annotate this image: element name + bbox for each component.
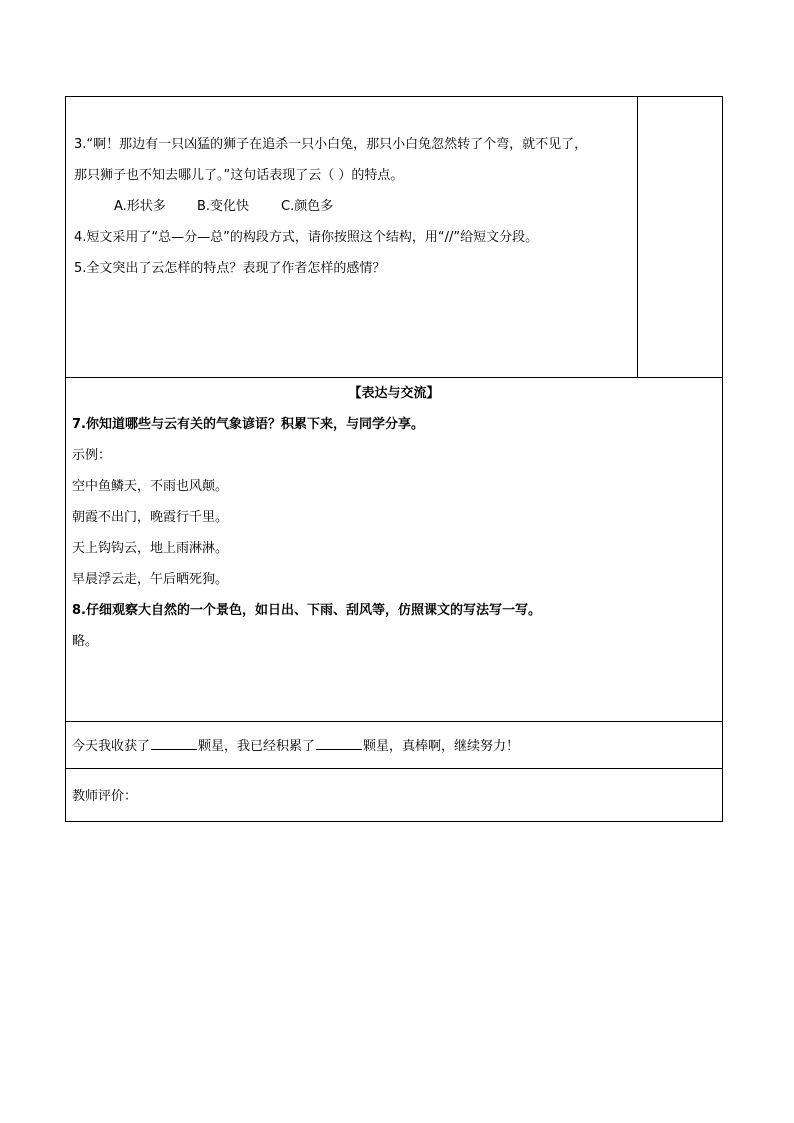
stars-total-blank[interactable] bbox=[316, 737, 362, 750]
worksheet-table bbox=[65, 96, 723, 822]
expression-row bbox=[66, 378, 722, 722]
proverb-4: 早晨浮云走，午后晒死狗。 bbox=[72, 572, 229, 587]
question-3-option-c: C.颜色多 bbox=[281, 199, 334, 214]
stars-row bbox=[66, 722, 722, 769]
question-7: 7.你知道哪些与云有关的气象谚语？积累下来，与同学分享。 bbox=[72, 417, 424, 432]
proverb-3: 天上钩钩云，地上雨淋淋。 bbox=[72, 541, 229, 556]
stars-earned-blank[interactable] bbox=[151, 737, 197, 750]
teacher-evaluation-label: 教师评价： bbox=[72, 789, 138, 804]
question-3-line-2: 那只狮子也不知去哪儿了。”这句话表现了云（ ）的特点。 bbox=[74, 168, 404, 183]
reading-questions-row bbox=[66, 97, 722, 378]
question-8: 8.仔细观察大自然的一个景色，如日出、下雨、刮风等，仿照课文的写法写一写。 bbox=[72, 603, 541, 618]
question-5: 5.全文突出了云怎样的特点？表现了作者怎样的感情？ bbox=[74, 261, 386, 276]
reading-questions-cell bbox=[66, 97, 638, 377]
question-3-option-b: B.变化快 bbox=[197, 199, 250, 214]
proverb-2: 朝霞不出门，晚霞行千里。 bbox=[72, 510, 229, 525]
stars-text-1: 今天我收获了 bbox=[72, 739, 151, 754]
question-4: 4.短文采用了“总—分—总”的构段方式，请你按照这个结构，用“//”给短文分段。 bbox=[74, 230, 539, 245]
question-3-line-1: 3.“啊！那边有一只凶猛的狮子在追杀一只小白兔，那只小白兔忽然转了个弯，就不见了， bbox=[74, 137, 588, 152]
side-notes-cell bbox=[638, 97, 722, 377]
teacher-row bbox=[66, 769, 722, 821]
question-8-answer: 略。 bbox=[72, 634, 99, 649]
proverb-1: 空中鱼鳞天，不雨也风颠。 bbox=[72, 479, 229, 494]
stars-sentence bbox=[72, 737, 519, 757]
question-3-option-a: A.形状多 bbox=[114, 199, 166, 214]
stars-text-2: 颗星，我已经积累了 bbox=[198, 739, 316, 754]
example-label: 示例： bbox=[72, 448, 112, 463]
stars-text-3: 颗星，真棒啊，继续努力！ bbox=[363, 739, 520, 754]
section-title: 【表达与交流】 bbox=[348, 386, 440, 401]
